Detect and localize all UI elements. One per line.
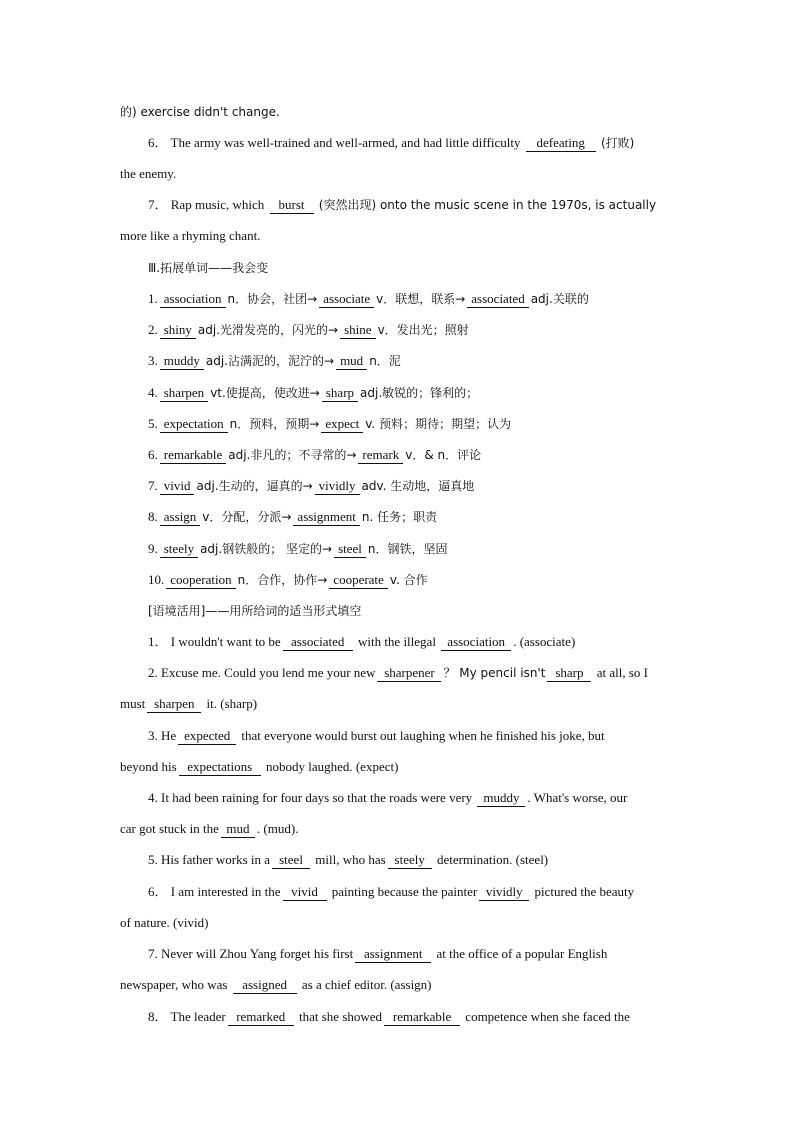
word-family-item <box>148 507 676 527</box>
question-number: 2. <box>148 665 158 680</box>
word-family-item <box>148 383 676 403</box>
sentence-6 <box>148 882 676 902</box>
item-number: 6. <box>148 447 158 462</box>
question-number: 6． <box>148 884 168 899</box>
answer-blank[interactable]: associated <box>467 291 528 308</box>
word-definition: v. 预料；期待；期望；认为 <box>365 417 512 431</box>
answer-blank[interactable]: steel <box>334 541 366 558</box>
sentence-text: at all, so I <box>596 665 648 680</box>
answer-blank[interactable]: shiny <box>160 322 196 339</box>
question-number: 8． <box>148 1009 168 1024</box>
question-6-cont <box>120 164 676 184</box>
answer-blank[interactable]: expectations <box>179 759 261 776</box>
word-definition: adj.关联的 <box>530 292 589 306</box>
word-definition: vt.使提高，使改进→ <box>210 386 320 400</box>
question-number: 3. <box>148 728 158 743</box>
answer-blank[interactable]: muddy <box>160 353 204 370</box>
sentence-text: that she showed <box>299 1009 383 1024</box>
item-number: 1. <box>148 291 158 306</box>
question-number: 5. <box>148 852 158 867</box>
sentence-text: must <box>120 696 146 711</box>
sentence-text: as a chief editor. (assign) <box>301 977 432 992</box>
sentence-text: that everyone would burst out laughing when he finished his joke, but <box>241 728 605 743</box>
sentence-6-cont <box>120 913 676 933</box>
answer-blank[interactable]: sharpen <box>147 696 201 713</box>
sentence-text: it. (sharp) <box>206 696 258 711</box>
item-number: 2. <box>148 322 158 337</box>
sentence-text: Never will Zhou Yang forget his first <box>161 946 354 961</box>
answer-blank[interactable]: sharpener <box>377 665 441 682</box>
answer-blank[interactable]: associated <box>283 634 353 651</box>
answer-blank[interactable]: association <box>160 291 226 308</box>
word-definition: n．协会，社团→ <box>227 292 318 306</box>
sentence-text: competence when she faced the <box>465 1009 630 1024</box>
answer-blank[interactable]: steely <box>388 852 432 869</box>
word-family-item <box>148 445 676 465</box>
hint: (打败) <box>600 136 635 150</box>
answer-blank[interactable]: expected <box>178 728 236 745</box>
question-7 <box>148 195 676 215</box>
sentence-5 <box>148 850 676 870</box>
section-title: Ⅲ.拓展单词——我会变 <box>148 261 269 275</box>
answer-blank[interactable]: assigned <box>233 977 297 994</box>
word-definition: v．& n．评论 <box>405 448 482 462</box>
sentence-2-cont <box>120 694 676 714</box>
answer-blank[interactable]: assign <box>160 509 201 526</box>
item-number: 3. <box>148 353 158 368</box>
item-number: 7. <box>148 478 158 493</box>
sentence-text: I wouldn't want to be <box>170 634 281 649</box>
answer-blank[interactable]: vividly <box>479 884 529 901</box>
answer-blank[interactable]: steel <box>272 852 310 869</box>
answer-blank[interactable]: vivid <box>160 478 195 495</box>
question-number: 4. <box>148 790 158 805</box>
answer-blank[interactable]: cooperation <box>166 572 235 589</box>
sentence-text: I am interested in the <box>170 884 281 899</box>
answer-blank[interactable]: mud <box>336 353 367 370</box>
sentence-3-cont <box>120 757 676 777</box>
section-title: [语境活用]——用所给词的适当形式填空 <box>148 604 362 618</box>
question-number: 1． <box>148 634 168 649</box>
word-family-item <box>148 570 676 590</box>
item-number: 5. <box>148 416 158 431</box>
text: 的) exercise didn't change. <box>120 105 280 119</box>
word-definition: v．联想，联系→ <box>376 292 466 306</box>
word-definition: n．钢铁，坚固 <box>367 542 448 556</box>
answer-blank[interactable]: remarked <box>228 1009 294 1026</box>
sentence-text: The leader <box>170 1009 226 1024</box>
sentence-7 <box>148 944 676 964</box>
sentence-text: beyond his <box>120 759 177 774</box>
word-definition: adj.生动的，逼真的→ <box>196 479 313 493</box>
question-text: the enemy. <box>120 166 177 181</box>
answer-blank[interactable]: remarkable <box>160 447 226 464</box>
answer-blank[interactable]: vivid <box>283 884 327 901</box>
sentence-text: newspaper, who was <box>120 977 228 992</box>
sentence-text: car got stuck in the <box>120 821 219 836</box>
sentence-3 <box>148 726 676 746</box>
sentence-2 <box>148 663 676 683</box>
item-number: 4. <box>148 385 158 400</box>
word-definition: v．分配，分派→ <box>202 510 292 524</box>
word-family-item <box>148 539 676 559</box>
word-definition: n．泥 <box>369 354 401 368</box>
sentence-text: ？ My pencil isn't <box>443 666 546 680</box>
answer-blank[interactable]: vividly <box>315 478 360 495</box>
question-7-cont <box>120 226 676 246</box>
paragraph-line <box>120 102 676 122</box>
hint: (突然出现) onto the music scene in the 1970s, is actually <box>318 198 657 212</box>
item-number: 8. <box>148 509 158 524</box>
answer-blank[interactable]: remark <box>358 447 403 464</box>
sentence-4-cont <box>120 819 676 839</box>
word-definition: adv. 生动地，逼真地 <box>361 479 475 493</box>
answer-blank[interactable]: cooperate <box>329 572 388 589</box>
sentence-4 <box>148 788 676 808</box>
word-definition: v. 合作 <box>389 573 428 587</box>
word-definition: v．发出光；照射 <box>377 323 469 337</box>
item-number: 9. <box>148 541 158 556</box>
word-definition: adj.沾满泥的，泥泞的→ <box>205 354 335 368</box>
answer-blank[interactable]: burst <box>270 197 314 214</box>
sentence-text: . (mud). <box>256 821 299 836</box>
question-text: Rap music, which <box>170 197 265 212</box>
sentence-text: at the office of a popular English <box>436 946 608 961</box>
sentence-text: . What's worse, our <box>527 790 628 805</box>
sentence-text: mill, who has <box>315 852 386 867</box>
word-family-item <box>148 289 676 309</box>
sentence-text: . (associate) <box>513 634 576 649</box>
sentence-text: His father works in a <box>161 852 271 867</box>
answer-blank[interactable]: remarkable <box>384 1009 460 1026</box>
word-definition: n．预料，预期→ <box>229 417 320 431</box>
answer-blank[interactable]: sharp <box>322 385 358 402</box>
answer-blank[interactable]: shine <box>340 322 375 339</box>
question-text: more like a rhyming chant. <box>120 228 261 243</box>
sentence-text: It had been raining for four days so that the roads were very <box>161 790 473 805</box>
word-definition: n．合作，协作→ <box>237 573 328 587</box>
answer-blank[interactable]: sharp <box>547 665 591 682</box>
word-family-item <box>148 351 676 371</box>
question-number: 6． <box>148 135 168 150</box>
sentence-8 <box>148 1007 676 1027</box>
answer-blank[interactable]: mud <box>221 821 255 838</box>
answer-blank[interactable]: assignment <box>355 946 431 963</box>
word-definition: n. 任务；职责 <box>361 510 438 524</box>
answer-blank[interactable]: defeating <box>526 135 596 152</box>
item-number: 10. <box>148 572 165 587</box>
sentence-text: pictured the beauty <box>534 884 635 899</box>
answer-blank[interactable]: association <box>441 634 511 651</box>
word-definition: adj.钢铁般的； 坚定的→ <box>200 542 333 556</box>
word-family-item <box>148 320 676 340</box>
word-family-item <box>148 414 676 434</box>
answer-blank[interactable]: expect <box>321 416 363 433</box>
sentence-text: Excuse me. Could you lend me your new <box>161 665 376 680</box>
word-definition: adj.光滑发亮的，闪光的→ <box>197 323 339 337</box>
sentence-text: painting because the painter <box>331 884 478 899</box>
sentence-text: with the illegal <box>357 634 436 649</box>
answer-blank[interactable]: expectation <box>160 416 228 433</box>
question-number: 7． <box>148 197 168 212</box>
word-family-item <box>148 476 676 496</box>
sentence-text: nobody laughed. (expect) <box>265 759 399 774</box>
sentence-text: He <box>161 728 177 743</box>
word-definition: adj.敏锐的；锋利的； <box>360 386 479 400</box>
answer-blank[interactable]: muddy <box>477 790 525 807</box>
sentence-text: determination. (steel) <box>436 852 549 867</box>
question-6 <box>148 133 676 153</box>
sentence-1 <box>148 632 676 652</box>
answer-blank[interactable]: steely <box>160 541 198 558</box>
question-number: 7. <box>148 946 158 961</box>
question-text: The army was well-trained and well-armed, and had little difficulty <box>170 135 521 150</box>
word-definition: adj.非凡的；不寻常的→ <box>228 448 357 462</box>
answer-blank[interactable]: assignment <box>293 509 360 526</box>
answer-blank[interactable]: associate <box>319 291 374 308</box>
sentence-7-cont <box>120 975 676 995</box>
answer-blank[interactable]: sharpen <box>160 385 208 402</box>
sentence-text: of nature. (vivid) <box>120 915 209 930</box>
